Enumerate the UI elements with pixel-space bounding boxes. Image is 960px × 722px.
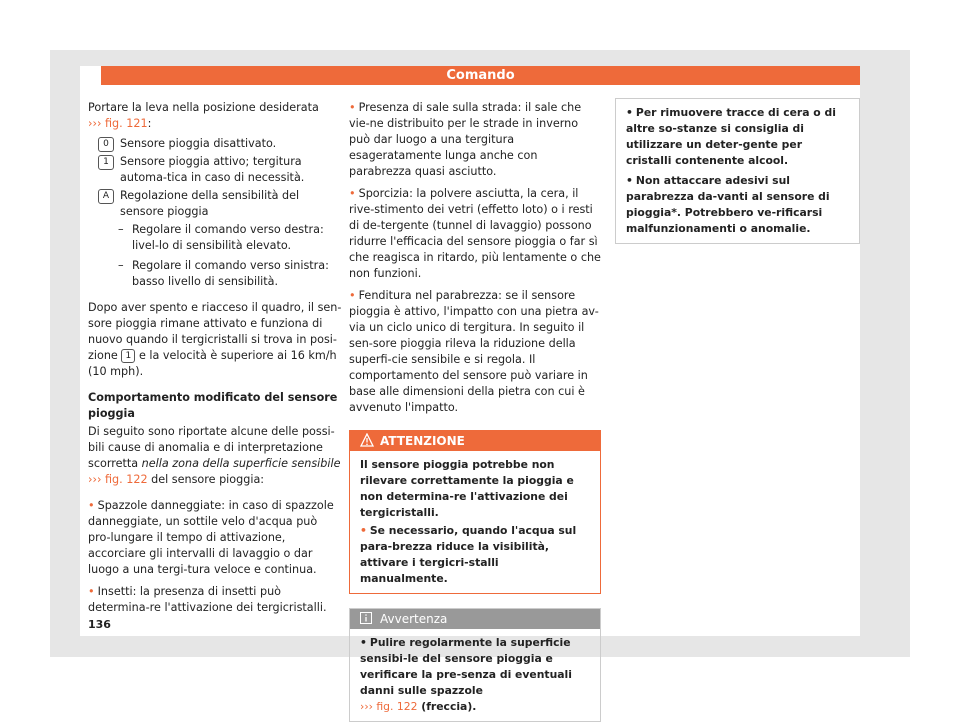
column-2	[349, 100, 601, 722]
intro-text: Portare la leva nella posizione desiderata	[88, 101, 319, 114]
inline-key-1: 1	[121, 349, 135, 363]
paragraph-causes	[88, 424, 342, 488]
dash-2: –	[118, 259, 124, 272]
paragraph-after-restart	[88, 300, 342, 380]
warning-box	[349, 430, 601, 594]
note-bullet-text-2: Non attaccare adesivi sul parabrezza da-vanti al sensore di pioggia*. Potrebbero ve-rificarsi malfunzionamenti o anomalie.	[626, 174, 830, 235]
position-text-a: Regolazione della sensibilità del sensore pioggia	[120, 189, 300, 218]
bullet-item-2	[88, 584, 342, 616]
intro-colon: :	[147, 117, 152, 130]
note-title-bar	[350, 609, 600, 629]
para1-text-a: Dopo aver spento e riacceso il quadro, il sen-sore pioggia rimane attivato e funziona di nuovo quando il tergicristalli si trova in posi-zione	[88, 301, 342, 362]
note-body	[350, 629, 600, 721]
note-tail: (freccia).	[421, 700, 477, 713]
position-0	[88, 136, 342, 152]
fig-121-link[interactable]: ››› fig. 121	[88, 117, 148, 130]
note-text: Pulire regolarmente la superficie sensibi-le del sensore pioggia e verificare la pre-senza di eventuali danni sulle spazzole	[360, 636, 572, 697]
page-number: 136	[88, 618, 111, 631]
position-1	[88, 154, 342, 186]
bullet-text-5: Fenditura nel parabrezza: se il sensore pioggia è attivo, l'impatto con una pietra av-via un ciclo unico di tergitura. In seguito il sen-sore pioggia rileva la riduzione della superfi-cie sensibile e si regola. Il comportamento del sensore può variare in base alle dimensioni della pietra con cui è avvenuto l'impatto.	[349, 289, 599, 414]
note-bullet-1	[626, 105, 849, 169]
warning-text: Il sensore pioggia potrebbe non rilevare correttamente la pioggia e non determina-re l'attivazione dei tergicristalli.	[360, 458, 574, 519]
bullet-icon: •	[360, 524, 367, 537]
fig-122-link[interactable]: ››› fig. 122	[88, 473, 148, 486]
bullet-icon: •	[626, 106, 633, 119]
bullet-icon: •	[349, 187, 356, 200]
bullet-icon: •	[88, 499, 95, 512]
info-icon	[360, 612, 372, 624]
intro-paragraph	[88, 100, 342, 132]
note-box	[349, 608, 601, 722]
position-key-0: 0	[98, 137, 114, 152]
position-key-1: 1	[98, 155, 114, 170]
bullet-icon: •	[349, 101, 356, 114]
bullet-text-1: Spazzole danneggiate: in caso di spazzole danneggiate, un sottile velo d'acqua può pro-lungare il tempo di attivazione, accorciare gli intervalli di lavaggio o dar luogo a una tergi-tura veloce e continua.	[88, 499, 334, 576]
warning-bullet	[360, 523, 590, 587]
dash-1: –	[118, 223, 124, 236]
section-header: Comando	[101, 66, 860, 85]
para2-italic: nella zona della superficie sensibile	[141, 457, 341, 470]
column-3	[615, 98, 860, 244]
bullet-text-2: Insetti: la presenza di insetti può determina-re l'attivazione dei tergicristalli.	[88, 585, 327, 614]
note-title: Avvertenza	[380, 612, 448, 626]
fig-122-link-note[interactable]: ››› fig. 122	[360, 700, 418, 713]
para2-text-a: Di seguito sono riportate alcune delle possi-bili cause di anomalia e di interpretazione scorretta	[88, 425, 335, 470]
sub-item-text-1: Regolare il comando verso destra: livel-lo di sensibilità elevato.	[132, 223, 324, 252]
position-text-1: Sensore pioggia attivo; tergitura automa-tica in caso di necessità.	[120, 155, 305, 184]
bullet-item-1	[88, 498, 342, 578]
note-box-continued	[615, 98, 860, 244]
warning-triangle-icon	[360, 433, 374, 447]
bullet-item-4	[349, 186, 601, 282]
sub-item-1	[118, 222, 342, 254]
bullet-icon: •	[626, 174, 633, 187]
bullet-icon: •	[360, 636, 367, 649]
bullet-icon: •	[349, 289, 356, 302]
warning-bullet-text: Se necessario, quando l'acqua sul para-brezza riduce la visibilità, attivare i tergicri-stalli manualmente.	[360, 524, 577, 585]
note-bullet-2	[626, 173, 849, 237]
bullet-text-3: Presenza di sale sulla strada: il sale che vie-ne distribuito per le strade in inverno può dar luogo a una tergitura esageratamente lunga anche con parabrezza quasi asciutto.	[349, 101, 582, 178]
bullet-icon: •	[88, 585, 95, 598]
para2-text-b: del sensore pioggia:	[151, 473, 265, 486]
sub-item-2	[118, 258, 342, 290]
sub-item-text-2: Regolare il comando verso sinistra: basso livello di sensibilità.	[132, 259, 329, 288]
bullet-text-4: Sporcizia: la polvere asciutta, la cera, il rive-stimento dei vetri (effetto loto) o i resti di de-tergente (tunnel di lavaggio) possono ridurre l'efficacia del sensore pioggia o far sì che reagisca in ritardo, più lentamente o che non funzioni.	[349, 187, 601, 280]
para1-text-b: e la velocità è superiore ai 16 km/h (10 mph).	[88, 349, 337, 378]
warning-title: ATTENZIONE	[380, 434, 465, 448]
note-continued-body	[616, 99, 859, 243]
position-a	[88, 188, 342, 220]
bullet-item-3	[349, 100, 601, 180]
position-key-a: A	[98, 189, 114, 204]
warning-body	[350, 451, 600, 593]
position-text-0: Sensore pioggia disattivato.	[120, 137, 277, 150]
section-heading: Comportamento modificato del sensore pioggia	[88, 391, 338, 420]
column-1	[88, 100, 342, 622]
note-bullet-text-1: Per rimuovere tracce di cera o di altre so-stanze si consiglia di utilizzare un deter-gente per cristalli contenente alcool.	[626, 106, 836, 167]
bullet-item-5	[349, 288, 601, 416]
warning-title-bar	[350, 431, 600, 451]
